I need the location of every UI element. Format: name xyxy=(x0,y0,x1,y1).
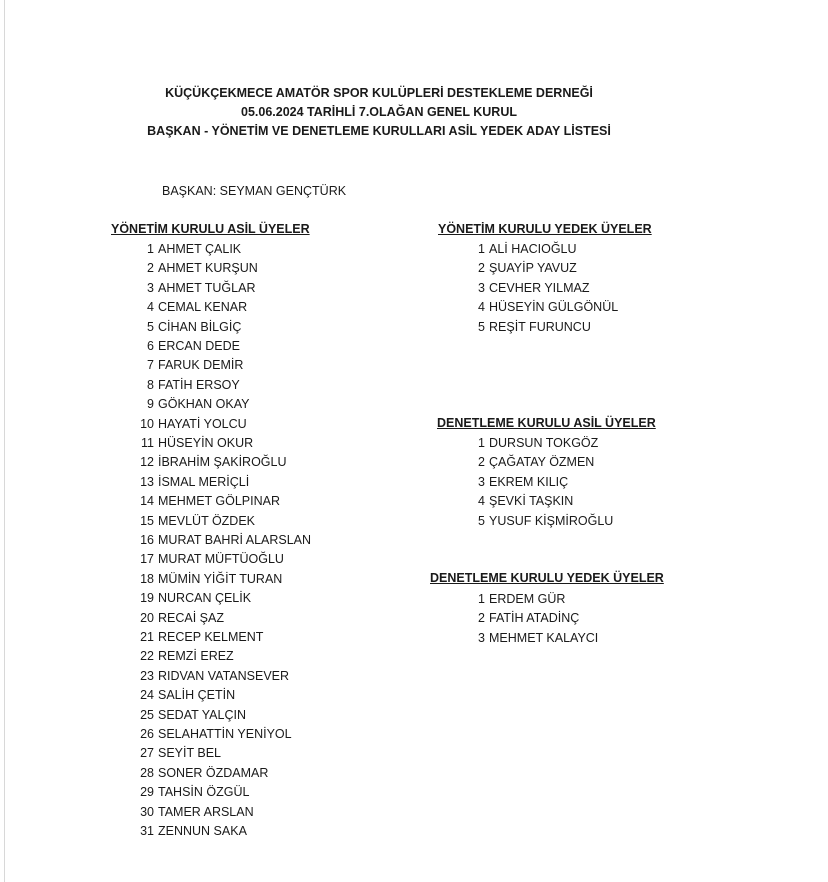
member-number: 22 xyxy=(140,649,154,664)
member-number: 5 xyxy=(478,319,485,334)
section-heading-board-substitute: YÖNETİM KURULU YEDEK ÜYELER xyxy=(438,222,652,236)
member-row xyxy=(5,454,595,470)
section-heading-audit-substitute: DENETLEME KURULU YEDEK ÜYELER xyxy=(430,571,664,585)
member-number: 9 xyxy=(147,397,154,412)
member-number: 1 xyxy=(478,242,485,256)
member-name: SONER ÖZDAMAR xyxy=(158,765,269,780)
member-name: TAMER ARSLAN xyxy=(158,804,254,819)
member-name: HÜSEYİN GÜLGÖNÜL xyxy=(489,300,619,315)
member-name: CİHAN BİLGİÇ xyxy=(158,319,242,334)
member-number: 1 xyxy=(147,242,154,256)
member-row xyxy=(5,668,290,684)
member-number: 5 xyxy=(478,513,485,528)
member-name: MURAT BAHRİ ALARSLAN xyxy=(158,533,312,547)
member-name: HÜSEYİN OKUR xyxy=(158,436,254,450)
member-row xyxy=(5,823,247,839)
president-name: BAŞKAN: SEYMAN GENÇTÜRK xyxy=(162,184,347,198)
member-number: 6 xyxy=(147,339,154,353)
member-row xyxy=(5,241,577,257)
member-name: ZENNUN SAKA xyxy=(158,824,247,838)
member-number: 2 xyxy=(147,261,154,276)
member-name: MEHMET GÖLPINAR xyxy=(158,494,281,509)
member-number: 2 xyxy=(478,455,485,470)
member-number: 26 xyxy=(140,727,154,741)
member-row xyxy=(5,551,284,567)
member-number: 2 xyxy=(478,261,485,276)
section-heading-board-principal: YÖNETİM KURULU ASİL ÜYELER xyxy=(111,222,310,236)
member-number: 4 xyxy=(478,300,485,315)
member-row xyxy=(5,571,283,587)
member-row xyxy=(5,260,577,276)
member-name: SALİH ÇETİN xyxy=(158,688,236,703)
member-number: 27 xyxy=(140,746,154,761)
member-name: İBRAHİM ŞAKİROĞLU xyxy=(158,455,287,470)
member-row xyxy=(5,630,599,646)
member-name: FATİH ATADİNÇ xyxy=(489,611,580,626)
member-name: SELAHATTİN YENİYOL xyxy=(158,727,292,741)
member-row xyxy=(5,416,247,432)
member-name: ÇAĞATAY ÖZMEN xyxy=(489,455,595,470)
member-name: CEVHER YILMAZ xyxy=(489,280,590,295)
member-number: 16 xyxy=(140,533,154,547)
member-row xyxy=(5,765,269,781)
member-name: YUSUF KİŞMİROĞLU xyxy=(489,513,614,528)
member-number: 3 xyxy=(147,280,154,295)
member-row xyxy=(5,745,221,761)
member-row xyxy=(5,396,250,412)
member-number: 4 xyxy=(147,300,154,315)
member-name: REMZİ EREZ xyxy=(158,649,234,664)
member-name: DURSUN TOKGÖZ xyxy=(489,436,599,450)
section-heading-audit-principal: DENETLEME KURULU ASİL ÜYELER xyxy=(437,416,656,430)
member-name: İSMAL MERİÇLİ xyxy=(158,474,250,489)
member-number: 8 xyxy=(147,377,154,392)
member-number: 3 xyxy=(478,630,485,645)
member-name: SEDAT YALÇIN xyxy=(158,707,246,722)
member-row xyxy=(5,319,591,335)
member-name: MURAT MÜFTÜOĞLU xyxy=(158,552,284,567)
member-name: ŞUAYİP YAVUZ xyxy=(489,261,577,276)
member-row xyxy=(5,338,240,354)
member-name: MEHMET KALAYCI xyxy=(489,630,599,645)
member-name: MÜMİN YİĞİT TURAN xyxy=(158,571,283,586)
member-row xyxy=(5,280,590,296)
member-name: NURCAN ÇELİK xyxy=(158,591,252,606)
member-number: 3 xyxy=(478,474,485,489)
member-row xyxy=(5,610,580,626)
member-number: 19 xyxy=(140,591,154,606)
member-name: GÖKHAN OKAY xyxy=(158,397,250,412)
member-number: 17 xyxy=(140,552,154,567)
member-number: 1 xyxy=(478,592,485,606)
member-number: 30 xyxy=(140,804,154,819)
member-number: 21 xyxy=(140,630,154,644)
member-row xyxy=(5,513,614,529)
member-name: MEVLÜT ÖZDEK xyxy=(158,513,256,528)
member-number: 11 xyxy=(141,436,154,450)
member-name: TAHSİN ÖZGÜL xyxy=(158,785,250,800)
member-row xyxy=(5,299,619,315)
member-name: FATİH ERSOY xyxy=(158,377,240,392)
member-name: REŞİT FURUNCU xyxy=(489,319,591,334)
member-name: AHMET ÇALIK xyxy=(158,242,242,256)
member-number: 10 xyxy=(140,416,154,431)
member-number: 14 xyxy=(140,494,154,509)
member-number: 3 xyxy=(478,280,485,295)
member-name: ALİ HACIOĞLU xyxy=(489,242,577,256)
member-row xyxy=(5,804,254,820)
member-row xyxy=(5,435,599,451)
member-number: 15 xyxy=(140,513,154,528)
member-row xyxy=(5,493,574,509)
member-number: 28 xyxy=(140,765,154,780)
member-number: 12 xyxy=(140,455,154,470)
member-name: RECEP KELMENT xyxy=(158,630,264,644)
member-number: 23 xyxy=(140,668,154,683)
member-name: HAYATİ YOLCU xyxy=(158,416,247,431)
document-title-line-2: 05.06.2024 TARİHLİ 7.OLAĞAN GENEL KURUL xyxy=(241,105,517,119)
member-row xyxy=(5,784,250,800)
member-number: 20 xyxy=(140,610,154,625)
document-title-line-3: BAŞKAN - YÖNETİM VE DENETLEME KURULLARI ASİL YEDEK ADAY LİSTESİ xyxy=(147,124,611,138)
member-row xyxy=(5,648,234,664)
member-name: FARUK DEMİR xyxy=(158,358,244,373)
member-name: AHMET KURŞUN xyxy=(158,261,258,276)
member-number: 25 xyxy=(140,707,154,722)
member-number: 7 xyxy=(147,358,154,373)
member-row xyxy=(5,377,240,393)
member-name: ŞEVKİ TAŞKIN xyxy=(489,494,574,509)
member-name: ERCAN DEDE xyxy=(158,339,240,353)
member-number: 4 xyxy=(478,494,485,509)
member-name: CEMAL KENAR xyxy=(158,300,248,315)
member-number: 5 xyxy=(147,319,154,334)
member-name: RECAİ ŞAZ xyxy=(158,610,224,625)
member-name: AHMET TUĞLAR xyxy=(158,280,256,295)
document-page xyxy=(4,0,827,882)
member-number: 18 xyxy=(140,571,154,586)
member-row xyxy=(5,474,569,490)
member-number: 31 xyxy=(140,824,154,838)
member-row xyxy=(5,591,566,607)
member-number: 29 xyxy=(140,785,154,800)
document-title-line-1: KÜÇÜKÇEKMECE AMATÖR SPOR KULÜPLERİ DESTEKLEME DERNEĞİ xyxy=(165,86,593,100)
member-name: RIDVAN VATANSEVER xyxy=(158,668,290,683)
member-row xyxy=(5,707,246,723)
member-row xyxy=(5,532,312,548)
member-row xyxy=(5,357,244,373)
member-row xyxy=(5,687,236,703)
member-name: SEYİT BEL xyxy=(158,746,221,761)
member-number: 24 xyxy=(140,688,154,703)
member-name: ERDEM GÜR xyxy=(489,592,566,606)
member-name: EKREM KILIÇ xyxy=(489,474,569,489)
member-row xyxy=(5,726,292,742)
member-number: 13 xyxy=(140,474,154,489)
member-number: 2 xyxy=(478,611,485,626)
member-number: 1 xyxy=(478,436,485,450)
